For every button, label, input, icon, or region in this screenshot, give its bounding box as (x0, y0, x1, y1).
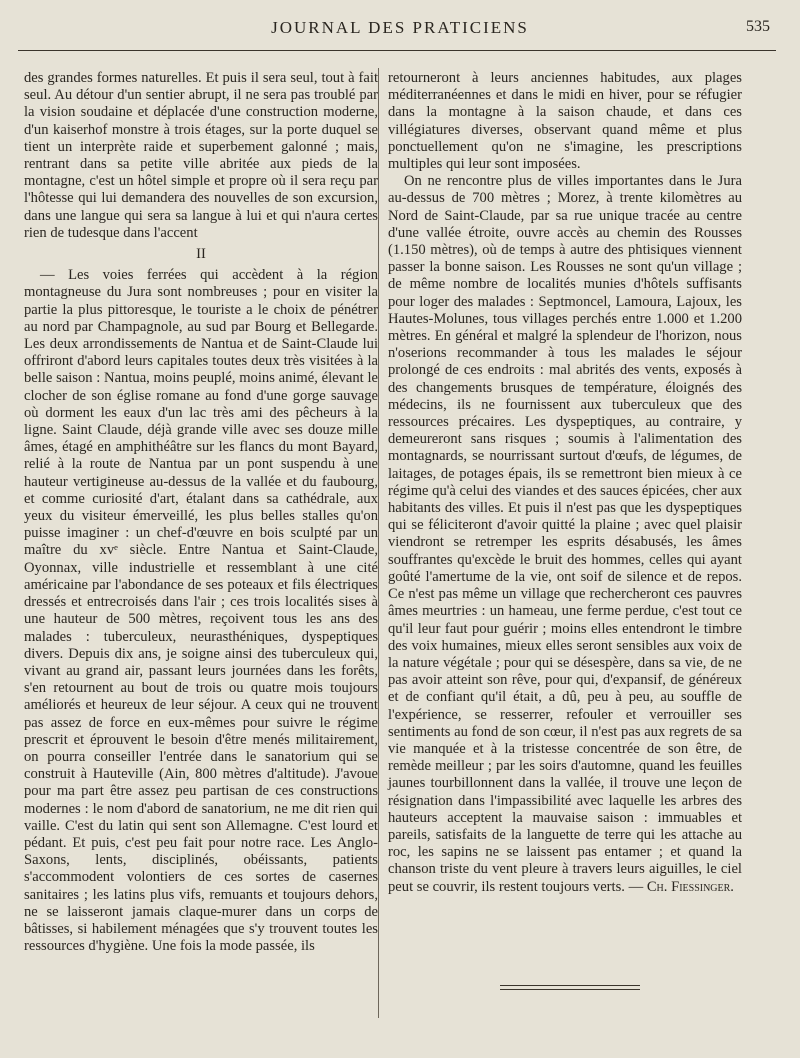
running-head (0, 18, 800, 44)
right-paragraph-1: retourneront à leurs anciennes habitudes, aux plages méditerranéennes et dans le midi en hiver, pour se réfugier dans la montagne à la saison chaude, et dans ces villégiatures diverses, observant quand même et plus ponctuellement qu'on ne s'imagine, les prescriptions multiples qui leur sont imposées. (388, 70, 742, 173)
left-paragraph-1: des grandes formes naturelles. Et puis il sera seul, tout à fait seul. Au détour d'un sentier abrupt, il ne sera pas troublé par la vision soudaine et déplacée d'une construction moderne, d'un kaiserhof monstre à trois étages, sur la porte duquel se tient un interprète raide et superbement galonné ; mais, rentrant dans sa petite ville abritée aux pieds de la montagne, c'est un hôtel simple et propre où il sera reçu par l'hôtesse qui lui demandera des nouvelles de son excursion, dans une langue qui sera sa langue à lui et qui n'aura certes rien de tudesque dans l'accent (24, 70, 378, 241)
running-title: JOURNAL DES PRATICIENS (271, 18, 529, 37)
section-numeral: II (196, 246, 206, 263)
column-divider (378, 68, 379, 1018)
right-paragraph-2 (388, 173, 742, 896)
left-paragraph-2: — Les voies ferrées qui accèdent à la région montagneuse du Jura sont nombreuses ; pour en visiter la partie la plus pittoresque, le touriste a le choix de pénétrer au nord par Champagnole, au sud par Bourg et Bellegarde. Les deux arrondissements de Nantua et de Saint-Claude lui offriront d'abord leurs capitales toutes deux très visitées à la belle saison : Nantua, moins peuplé, moins animé, élevant le clocher de son église romane au fond d'une gorge sauvage où dorment les eaux d'un lac très ami des pêcheurs à la ligne. Saint Claude, déjà grande ville avec ses douze mille âmes, étagé en amphithéâtre sur les flancs du mont Bayard, relié à la route de Nantua par un pont suspendu à une hauteur vertigineuse au-dessus de la vallée et du faubourg, et comme curiosité d'art, étalant dans sa cathédrale, aux yeux du visiteur émerveillé, les plus belles stalles qu'on puisse imaginer : un chef-d'œuvre en bois sculpté par un maître du xvᵉ siècle. Entre Nantua et Saint-Claude, Oyonnax, ville industrielle et ressemblant à une cité américaine par l'abondance de ses poteaux et fils électriques dressés et entrecroisés dans l'air ; ces trois localités sises à une hauteur de 500 mètres, reçoivent tous les ans des malades : tuberculeux, neurasthéniques, dyspeptiques divers. Depuis dix ans, je soigne ainsi des tuberculeux qui, vivant au grand air, passant leurs journées dans les forêts, s'en retournent au bout de trois ou quatre mois toujours améliorés et heureux de leur séjour. A ceux qui ne trouvent pas assez de force en eux-mêmes pour suivre le régime prescrit et éprouvent le besoin d'être menés militairement, on pourra conseiller l'entrée dans le sanatorium qui se construit à Hauteville (Ain, 800 mètres d'altitude). J'avoue pour ma part être assez peu partisan de ces constructions modernes : le nom d'abord de sanatorium, ne me dit rien qui vaille. C'est du latin qui sent son Allemagne. C'est lourd et pédant. Et puis, c'est peu fait pour notre race. Les Anglo-Saxons, lents, disciplinés, obéissants, patients s'accommodent volontiers de ces sortes de casernes sanitaires ; les latins plus vifs, remuants et toujours dehors, ne se laisseront jamais claque-murer dans un corps de bâtisses, si habilement ménagées que s'y trouvent toutes les ressources d'hygiène. Une fois la mode passée, ils (24, 267, 378, 955)
end-rule-top (500, 985, 640, 986)
end-rule-bottom (500, 989, 640, 990)
page-number: 535 (746, 18, 770, 35)
right-column (388, 70, 742, 910)
end-rule-spacer (388, 896, 742, 910)
author-signature: Ch. Fiessinger. (646, 878, 734, 895)
right-paragraph-2-text: On ne rencontre plus de villes importantes dans le Jura au-dessus de 700 mètres ; Morez, à trente kilomètres au Nord de Saint-Claude, par sa rue unique tracée au centre d'une vallée étroite, ouvre accès au chemin des Rousses (1.150 mètres), où de temps à autre des phtisiques viennent passer la bonne saison. Les Rousses ne sont qu'un village ; de même nombre de localités munies d'hôtels suffisants pour loger des malades : Septmoncel, Lamoura, Lajoux, les Hautes-Molunes, tous villages perchés entre 1.000 et 1.200 mètres. En général et malgré la splendeur de l'horizon, nous n'oserions recommander à tous les malades le séjour prolongé de ces endroits : mal abrités des vents, exposés à des changements brusques de température, éloignés des médecins, ils ne fournissent aux tuberculeux que des ressources précaires. Les dyspeptiques, au contraire, y demeureront sans risques ; soumis à l'alimentation des montagnards, se nourrissant surtout d'œufs, de légumes, de laitages, de potages épais, ils se remettront bien mieux à ce régime qu'à celui des viandes et des sauces épicées, cher aux habitants des villes. Et puis il n'est pas que les dyspeptiques qui se féliciteront d'avoir quitté la plaine ; avec quel plaisir viendront se retremper les esprits désabusés, les âmes souffrantes qu'excède le bruit des hommes, celles qui ayant goûté l'amertume de la vie, ont soif de silence et de repos. Ce n'est pas même un village que rechercheront ces pauvres âmes meurtries : un hameau, une ferme perdue, c'est tout ce qu'il leur faut pour guérir ; moins elles entendront le timbre des voix humaines, mieux elles seront sensibles aux voix de la nature végétale ; pour qui se désespère, dans sa vie, de ne pas avoir atteint son rêve, pour qui, d'expansif, de généreux et de confiant qu'il était, a dû, peu à peu, au souffle de l'expérience, se resserrer, refouler et verrouiller ses sentiments au fond de son cœur, il n'est pas aux regrets de sa vie manquée et à la tristesse concentrée de son être, de remède meilleur ; par les soirs d'automne, quand les feuilles jaunes tourbillonnent dans la vallée, il trouve une leçon de résignation dans l'impassibilité avec laquelle les arbres des hauteurs acceptent la mauvaise saison : immuables et pareils, satisfaits de la languette de terre qui les attache au roc, les sapins ne se laissent pas entamer ; et quand la chanson triste du vent pleure à travers leurs aiguilles, le ciel peut se couvrir, ils restent toujours verts. — (388, 173, 742, 895)
left-column (24, 70, 378, 955)
header-rule (18, 50, 776, 51)
